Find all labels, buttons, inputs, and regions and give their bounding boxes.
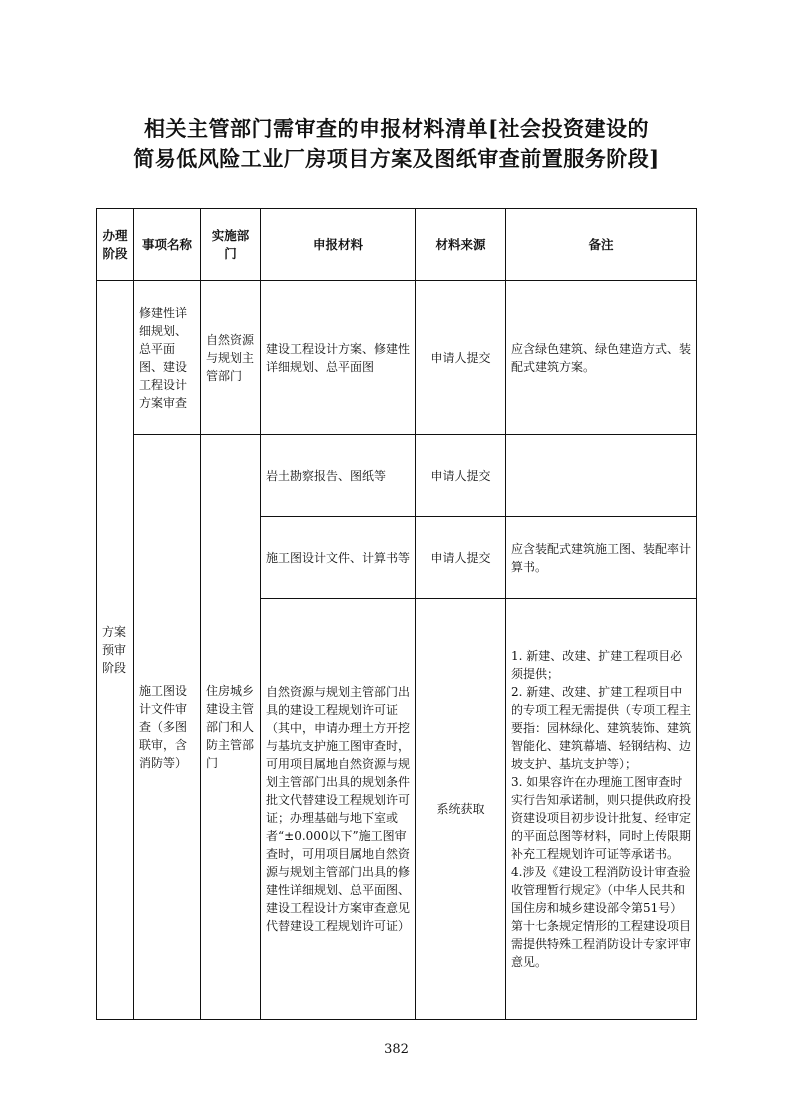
item-cell: 修建性详细规划、总平面图、建设工程设计方案审查 <box>134 281 201 435</box>
material-cell: 施工图设计文件、计算书等 <box>261 517 416 599</box>
material-cell: 建设工程设计方案、修建性详细规划、总平面图 <box>261 281 416 435</box>
header-source: 材料来源 <box>416 209 506 281</box>
header-material: 申报材料 <box>261 209 416 281</box>
dept-cell: 住房城乡建设主管部门和人防主管部门 <box>201 435 261 1020</box>
remark-cell: 应含绿色建筑、绿色建造方式、装配式建筑方案。 <box>506 281 697 435</box>
source-cell: 申请人提交 <box>416 517 506 599</box>
stage-cell: 方案预审阶段 <box>97 281 134 1020</box>
table-row <box>97 281 697 435</box>
remark-line: 3. 如果容许在办理施工图审查时实行告知承诺制，则只提供政府投资建设项目初步设计批复、经审定的平面总图等材料，同时上传限期补充工程规划许可证等承诺书。 <box>511 775 692 861</box>
header-remark: 备注 <box>506 209 697 281</box>
header-item: 事项名称 <box>134 209 201 281</box>
remark-line: 2. 新建、改建、扩建工程项目中的专项工程无需提供（专项工程主要指：园林绿化、建筑装饰、建筑智能化、建筑幕墙、轻钢结构、边坡支护、基坑支护等）； <box>511 685 692 771</box>
table-row <box>97 435 697 517</box>
remark-cell: 应含装配式建筑施工图、装配率计算书。 <box>506 517 697 599</box>
document-title-line-2: 简易低风险工业厂房项目方案及图纸审查前置服务阶段] <box>133 146 660 171</box>
remark-cell <box>506 599 697 1020</box>
material-cell: 岩土勘察报告、图纸等 <box>261 435 416 517</box>
materials-table <box>96 208 697 1020</box>
source-cell: 系统获取 <box>416 599 506 1020</box>
remark-cell <box>506 435 697 517</box>
source-cell: 申请人提交 <box>416 435 506 517</box>
page-number: 382 <box>384 1042 409 1057</box>
source-cell: 申请人提交 <box>416 281 506 435</box>
remark-line: 4.涉及《建设工程消防设计审查验收管理暂行规定》（中华人民共和国住房和城乡建设部令第51号）第十七条规定情形的工程建设项目需提供特殊工程消防设计专家评审意见。 <box>511 865 692 969</box>
remark-line: 1. 新建、改建、扩建工程项目必须提供； <box>511 649 683 681</box>
material-cell: 自然资源与规划主管部门出具的建设工程规划许可证（其中，申请办理土方开挖与基坑支护施工图审查时，可用项目属地自然资源与规划主管部门出具的规划条件批文代替建设工程规划许可证；办理基础与地下室或者“±0.000以下”施工图审查时，可用项目属地自然资源与规划主管部门出具的修建性详细规划、总平面图、建设工程设计方案审查意见代替建设工程规划许可证） <box>261 599 416 1020</box>
dept-cell: 自然资源与规划主管部门 <box>201 281 261 435</box>
table-header-row <box>97 209 697 281</box>
document-title-line-1: 相关主管部门需审查的申报材料清单[社会投资建设的 <box>144 116 649 141</box>
header-dept: 实施部门 <box>201 209 261 281</box>
item-cell: 施工图设计文件审查（多图联审，含消防等） <box>134 435 201 1020</box>
header-stage: 办理阶段 <box>97 209 134 281</box>
